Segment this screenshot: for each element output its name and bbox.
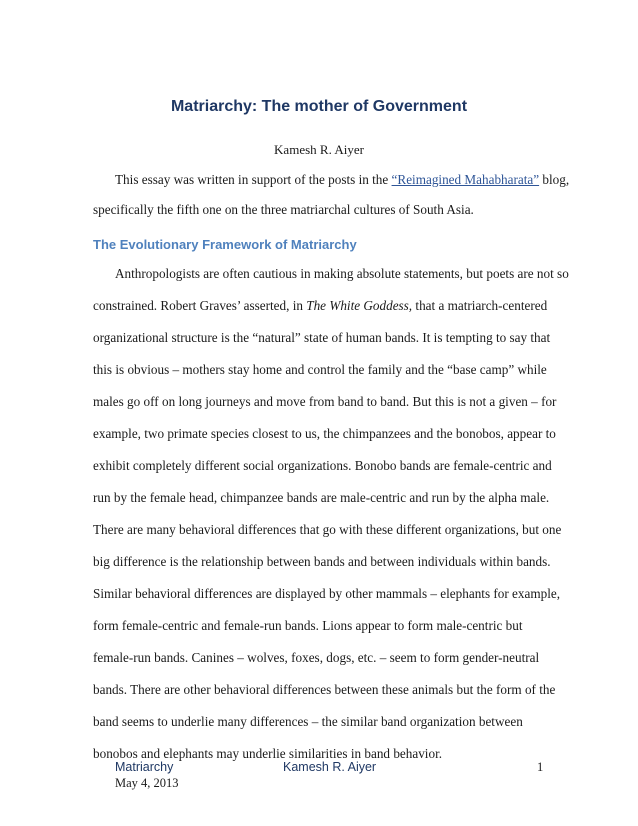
body-line: Similar behavioral differences are displayed by other mammals – elephants for example, [93, 586, 561, 601]
body-line: big difference is the relationship between bands and between individuals within bands. [93, 554, 551, 569]
footer-date: May 4, 2013 [115, 776, 179, 790]
footer-left: Matriarchy [115, 760, 174, 774]
body-line: Anthropologists are often cautious in making absolute statements, but poets are not so [115, 266, 569, 281]
document-title: Matriarchy: The mother of Government [170, 98, 468, 115]
body-line: band seems to underlie many differences – the similar band organization between [93, 714, 523, 729]
body-line: organizational structure is the “natural” state of human bands. It is tempting to say that [93, 330, 551, 345]
reimagined-mahabharata-link[interactable]: “Reimagined Mahabharata” [391, 172, 540, 187]
section-heading: The Evolutionary Framework of Matriarchy [93, 237, 357, 252]
body-line: example, two primate species closest to us, the chimpanzees and the bonobos, appear to [93, 426, 556, 441]
intro-line-1 [115, 172, 569, 188]
body-line: female-run bands. Canines – wolves, foxes, dogs, etc. – seem to form gender-neutral [93, 650, 540, 665]
page-number: 1 [537, 760, 544, 774]
author-name: Kamesh R. Aiyer [274, 142, 364, 157]
body-line: exhibit completely different social organizations. Bonobo bands are female-centric and [93, 458, 552, 473]
body-line: bands. There are other behavioral differences between these animals but the form of the [93, 682, 556, 697]
body-text: constrained. Robert Graves’ asserted, in [93, 298, 307, 313]
intro-text: This essay was written in support of the posts in the [115, 172, 392, 187]
body-line: There are many behavioral differences that go with these different organizations, but one [93, 522, 562, 537]
body-text: that a matriarch-centered [412, 298, 548, 313]
body-line: form female-centric and female-run bands. Lions appear to form male-centric but [93, 618, 523, 633]
body-line: this is obvious – mothers stay home and control the family and the “base camp” while [93, 362, 547, 377]
intro-text-end: blog, [539, 172, 570, 187]
book-title: The White Goddess, [306, 298, 413, 313]
body-line [93, 298, 547, 314]
footer-author: Kamesh R. Aiyer [283, 760, 377, 774]
body-line: males go off on long journeys and move from band to band. But this is not a given – for [93, 394, 557, 409]
intro-line-2: specifically the fifth one on the three matriarchal cultures of South Asia. [93, 202, 474, 217]
body-line: run by the female head, chimpanzee bands are male-centric and run by the alpha male. [93, 490, 550, 505]
body-line: bonobos and elephants may underlie similarities in band behavior. [93, 746, 443, 761]
